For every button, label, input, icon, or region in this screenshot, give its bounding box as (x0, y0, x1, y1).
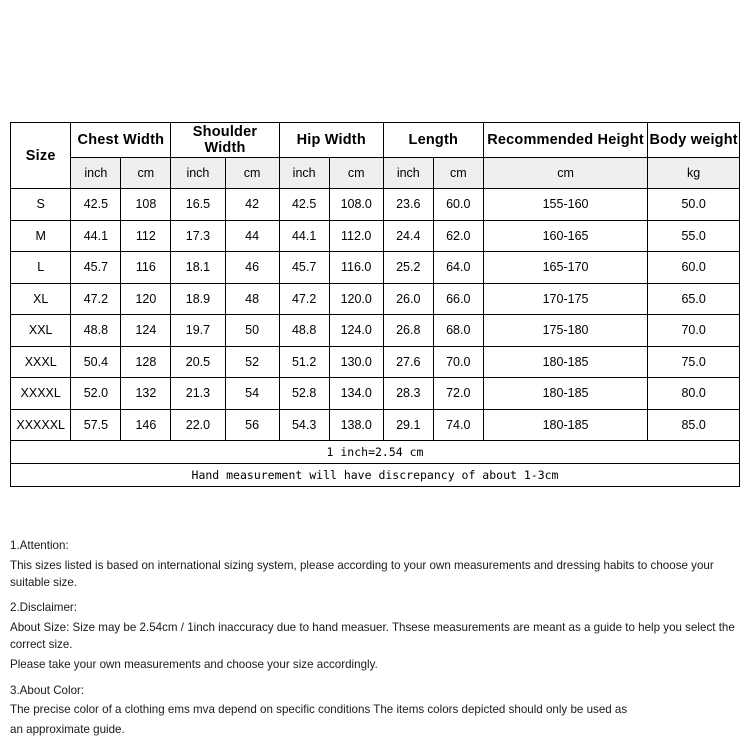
cell-length-cm: 66.0 (433, 283, 483, 315)
table-row (11, 378, 740, 410)
cell-hip-cm: 112.0 (329, 220, 383, 252)
cell-height: 170-175 (483, 283, 648, 315)
cell-hip-inch: 51.2 (279, 346, 329, 378)
cell-height: 160-165 (483, 220, 648, 252)
table-footer-conversion-row (11, 441, 740, 464)
cell-hip-cm: 120.0 (329, 283, 383, 315)
cell-chest-cm: 116 (121, 252, 171, 284)
cell-chest-inch: 57.5 (71, 409, 121, 441)
cell-length-cm: 64.0 (433, 252, 483, 284)
cell-hip-cm: 124.0 (329, 315, 383, 347)
unit-length-inch: inch (383, 158, 433, 189)
disclaimer-line-1: About Size: Size may be 2.54cm / 1inch inaccuracy due to hand measuer. Thsese measurements are meant as a guide to help you select the correct size. (10, 621, 735, 651)
cell-shoulder-inch: 18.9 (171, 283, 225, 315)
cell-chest-inch: 45.7 (71, 252, 121, 284)
cell-chest-cm: 120 (121, 283, 171, 315)
attention-heading: 1.Attention: (10, 539, 69, 552)
cell-chest-cm: 132 (121, 378, 171, 410)
cell-shoulder-inch: 18.1 (171, 252, 225, 284)
cell-height: 175-180 (483, 315, 648, 347)
cell-size: XL (11, 283, 71, 315)
cell-shoulder-inch: 19.7 (171, 315, 225, 347)
cell-weight: 75.0 (648, 346, 740, 378)
cell-shoulder-cm: 48 (225, 283, 279, 315)
cell-length-cm: 60.0 (433, 189, 483, 221)
cell-size: XXXL (11, 346, 71, 378)
about-color-line-2: an approximate guide. (10, 723, 125, 737)
cell-weight: 80.0 (648, 378, 740, 410)
cell-shoulder-inch: 20.5 (171, 346, 225, 378)
cell-hip-inch: 52.8 (279, 378, 329, 410)
cell-weight: 50.0 (648, 189, 740, 221)
table-row (11, 409, 740, 441)
cell-chest-inch: 44.1 (71, 220, 121, 252)
cell-chest-inch: 47.2 (71, 283, 121, 315)
unit-height-cm: cm (483, 158, 648, 189)
unit-chest-cm: cm (121, 158, 171, 189)
cell-length-cm: 62.0 (433, 220, 483, 252)
unit-length-cm: cm (433, 158, 483, 189)
cell-weight: 85.0 (648, 409, 740, 441)
cell-weight: 60.0 (648, 252, 740, 284)
cell-length-inch: 23.6 (383, 189, 433, 221)
cell-height: 155-160 (483, 189, 648, 221)
table-unit-row (11, 158, 740, 189)
cell-length-cm: 70.0 (433, 346, 483, 378)
unit-shoulder-cm: cm (225, 158, 279, 189)
unit-hip-inch: inch (279, 158, 329, 189)
unit-chest-inch: inch (71, 158, 121, 189)
about-color-heading: 3.About Color: (10, 683, 85, 697)
cell-shoulder-cm: 46 (225, 252, 279, 284)
cell-shoulder-cm: 42 (225, 189, 279, 221)
cell-size: XXXXXL (11, 409, 71, 441)
header-size: Size (11, 123, 71, 189)
cell-length-inch: 26.8 (383, 315, 433, 347)
disclaimer-heading: 2.Disclaimer: (10, 601, 77, 615)
cell-shoulder-cm: 56 (225, 409, 279, 441)
cell-size: XXL (11, 315, 71, 347)
cell-chest-cm: 146 (121, 409, 171, 441)
cell-shoulder-inch: 22.0 (171, 409, 225, 441)
cell-hip-inch: 44.1 (279, 220, 329, 252)
cell-length-inch: 24.4 (383, 220, 433, 252)
cell-length-cm: 68.0 (433, 315, 483, 347)
cell-shoulder-inch: 16.5 (171, 189, 225, 221)
cell-hip-cm: 130.0 (329, 346, 383, 378)
cell-size: S (11, 189, 71, 221)
cell-shoulder-inch: 17.3 (171, 220, 225, 252)
footer-measurement-discrepancy: Hand measurement will have discrepancy of about 1-3cm (11, 464, 740, 487)
about-color-line-1: The precise color of a clothing ems mva depend on specific conditions The items colors depicted should only be used as (10, 703, 628, 717)
cell-shoulder-cm: 52 (225, 346, 279, 378)
cell-weight: 55.0 (648, 220, 740, 252)
cell-length-inch: 28.3 (383, 378, 433, 410)
header-chest-width: Chest Width (71, 123, 171, 158)
cell-length-inch: 25.2 (383, 252, 433, 284)
cell-chest-cm: 112 (121, 220, 171, 252)
cell-hip-inch: 42.5 (279, 189, 329, 221)
cell-chest-inch: 48.8 (71, 315, 121, 347)
table-row (11, 315, 740, 347)
cell-weight: 65.0 (648, 283, 740, 315)
table-row (11, 252, 740, 284)
table-footer-discrepancy-row (11, 464, 740, 487)
header-shoulder-width: Shoulder Width (171, 123, 279, 158)
table-group-header-row (11, 123, 740, 158)
cell-hip-cm: 138.0 (329, 409, 383, 441)
cell-hip-inch: 47.2 (279, 283, 329, 315)
cell-size: M (11, 220, 71, 252)
cell-hip-inch: 54.3 (279, 409, 329, 441)
cell-length-inch: 26.0 (383, 283, 433, 315)
cell-chest-inch: 52.0 (71, 378, 121, 410)
table-row (11, 283, 740, 315)
cell-size: XXXXL (11, 378, 71, 410)
notes-section (10, 538, 745, 742)
cell-shoulder-cm: 44 (225, 220, 279, 252)
cell-hip-inch: 48.8 (279, 315, 329, 347)
cell-hip-cm: 116.0 (329, 252, 383, 284)
attention-text: This sizes listed is based on international sizing system, please according to your own measurements and dressing habits to choose your suitable size. (10, 558, 714, 589)
header-hip-width: Hip Width (279, 123, 383, 158)
cell-shoulder-cm: 50 (225, 315, 279, 347)
unit-shoulder-inch: inch (171, 158, 225, 189)
cell-chest-cm: 128 (121, 346, 171, 378)
cell-chest-cm: 124 (121, 315, 171, 347)
size-chart-table (10, 122, 740, 487)
cell-chest-inch: 50.4 (71, 346, 121, 378)
cell-shoulder-cm: 54 (225, 378, 279, 410)
cell-length-inch: 29.1 (383, 409, 433, 441)
cell-size: L (11, 252, 71, 284)
cell-length-cm: 74.0 (433, 409, 483, 441)
header-body-weight: Body weight (648, 123, 740, 158)
cell-height: 180-185 (483, 409, 648, 441)
cell-hip-inch: 45.7 (279, 252, 329, 284)
cell-length-inch: 27.6 (383, 346, 433, 378)
cell-hip-cm: 134.0 (329, 378, 383, 410)
disclaimer-line-2: Please take your own measurements and choose your size accordingly. (10, 657, 378, 671)
cell-shoulder-inch: 21.3 (171, 378, 225, 410)
header-recommended-height: Recommended Height (483, 123, 648, 158)
cell-length-cm: 72.0 (433, 378, 483, 410)
cell-chest-inch: 42.5 (71, 189, 121, 221)
table-row (11, 220, 740, 252)
size-chart-table-container (10, 122, 740, 487)
cell-weight: 70.0 (648, 315, 740, 347)
table-row (11, 189, 740, 221)
cell-chest-cm: 108 (121, 189, 171, 221)
table-row (11, 346, 740, 378)
header-length: Length (383, 123, 483, 158)
unit-weight-kg: kg (648, 158, 740, 189)
cell-height: 165-170 (483, 252, 648, 284)
unit-hip-cm: cm (329, 158, 383, 189)
footer-inch-conversion: 1 inch=2.54 cm (11, 441, 740, 464)
cell-height: 180-185 (483, 346, 648, 378)
cell-hip-cm: 108.0 (329, 189, 383, 221)
cell-height: 180-185 (483, 378, 648, 410)
